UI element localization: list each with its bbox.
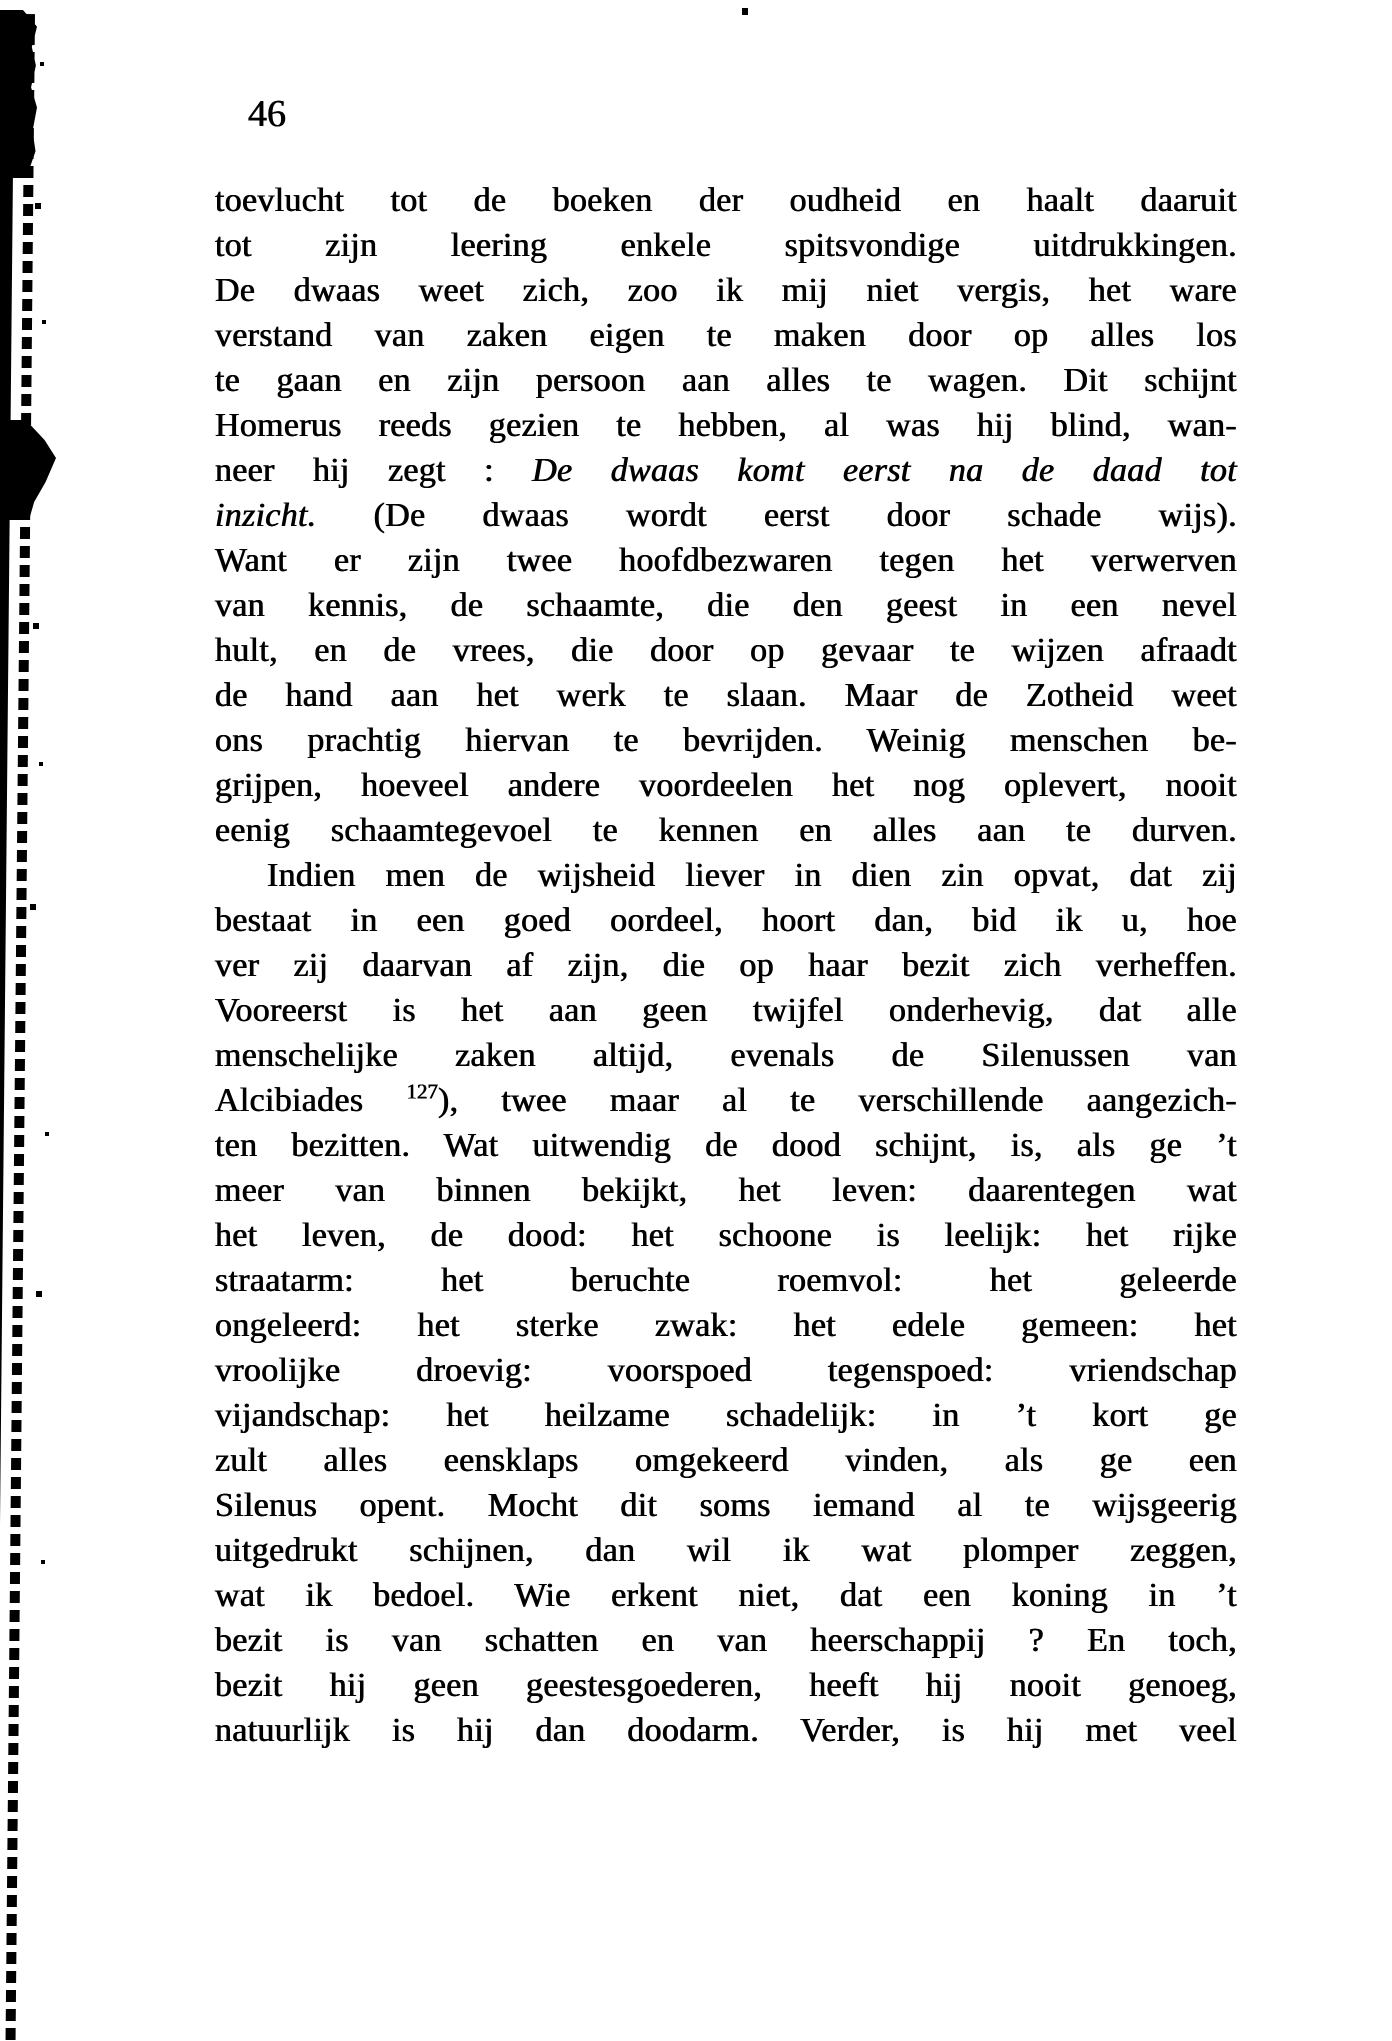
text-segment: (De dwaas wordt eerst door schade wijs). [316, 497, 1237, 534]
text-segment: ver zij daarvan af zijn, die op haar bezit zich verheffen. [215, 947, 1237, 984]
text-line [215, 988, 1237, 1033]
text-line [215, 1573, 1237, 1618]
text-segment: toevlucht tot de boeken der oudheid en haalt daaruit [215, 182, 1237, 219]
text-line [215, 493, 1237, 538]
text-segment: vroolijke droevig: voorspoed tegenspoed: vriendschap [215, 1352, 1237, 1389]
text-line [215, 853, 1237, 898]
text-segment: meer van binnen bekijkt, het leven: daarentegen wat [215, 1172, 1237, 1209]
text-line [215, 1483, 1237, 1528]
text-segment: bezit hij geen geestesgoederen, heeft hij nooit genoeg, [215, 1667, 1237, 1704]
text-line [215, 898, 1237, 943]
text-segment: De dwaas weet zich, zoo ik mij niet vergis, het ware [215, 272, 1237, 309]
text-line [215, 1258, 1237, 1303]
text-line [215, 448, 1237, 493]
text-segment: te gaan en zijn persoon aan alles te wagen. Dit schijnt [215, 362, 1237, 399]
text-line [215, 1303, 1237, 1348]
text-segment: straatarm: het beruchte roemvol: het geleerde [215, 1262, 1237, 1299]
page-text [215, 178, 1237, 1753]
text-segment: wat ik bedoel. Wie erkent niet, dat een koning in ’t [215, 1577, 1237, 1614]
text-line [215, 628, 1237, 673]
text-segment: De dwaas komt eerst na de daad tot [532, 452, 1237, 489]
scan-artifact-specks [0, 0, 4, 4]
text-segment: van kennis, de schaamte, die den geest in een nevel [215, 587, 1237, 624]
text-line [215, 178, 1237, 223]
page-number: 46 [248, 93, 286, 135]
text-segment: het leven, de dood: het schoone is leelijk: het rijke [215, 1217, 1237, 1254]
text-line [215, 1168, 1237, 1213]
text-line [215, 1033, 1237, 1078]
text-line [215, 1528, 1237, 1573]
scan-artifact-dot [742, 8, 748, 15]
text-line [215, 1393, 1237, 1438]
text-segment: ongeleerd: het sterke zwak: het edele gemeen: het [215, 1307, 1237, 1344]
text-line [215, 1618, 1237, 1663]
text-line [215, 1348, 1237, 1393]
text-segment: natuurlijk is hij dan doodarm. Verder, is hij met veel [215, 1712, 1237, 1749]
text-segment: zult alles eensklaps omgekeerd vinden, als ge een [215, 1442, 1237, 1479]
text-segment: Indien men de wijsheid liever in dien zin opvat, dat zij [267, 857, 1237, 894]
text-line [215, 718, 1237, 763]
text-segment: eenig schaamtegevoel te kennen en alles aan te durven. [215, 812, 1237, 849]
text-segment: bestaat in een goed oordeel, hoort dan, bid ik u, hoe [215, 902, 1237, 939]
text-segment: grijpen, hoeveel andere voordeelen het nog oplevert, nooit [215, 767, 1237, 804]
text-line [215, 673, 1237, 718]
text-line [215, 1663, 1237, 1708]
text-line [215, 358, 1237, 403]
text-line [215, 1708, 1237, 1753]
text-line [215, 1123, 1237, 1168]
text-segment: Want er zijn twee hoofdbezwaren tegen het verwerven [215, 542, 1237, 579]
text-segment: verstand van zaken eigen te maken door op alles los [215, 317, 1237, 354]
text-segment: menschelijke zaken altijd, evenals de Silenussen van [215, 1037, 1237, 1074]
text-line [215, 223, 1237, 268]
text-segment: uitgedrukt schijnen, dan wil ik wat plomper zeggen, [215, 1532, 1237, 1569]
text-line [215, 403, 1237, 448]
text-line [215, 1078, 1237, 1123]
text-line [215, 808, 1237, 853]
text-line [215, 1438, 1237, 1483]
text-line [215, 1213, 1237, 1258]
text-line [215, 763, 1237, 808]
text-segment: Alcibiades [215, 1082, 407, 1119]
scan-artifact-gutter-bulge [4, 420, 56, 520]
text-line [215, 583, 1237, 628]
text-segment: Homerus reeds gezien te hebben, al was hij blind, wan- [215, 407, 1237, 444]
text-segment: Vooreerst is het aan geen twijfel onderhevig, dat alle [215, 992, 1237, 1029]
text-line [215, 313, 1237, 358]
text-segment: tot zijn leering enkele spitsvondige uitdrukkingen. [215, 227, 1237, 264]
footnote-ref: 127 [406, 1079, 438, 1104]
text-segment: neer hij zegt : [215, 452, 533, 489]
text-line [215, 268, 1237, 313]
text-segment: vijandschap: het heilzame schadelijk: in ’t kort ge [215, 1397, 1237, 1434]
text-segment: ons prachtig hiervan te bevrijden. Weinig menschen be- [215, 722, 1237, 759]
text-line [215, 943, 1237, 988]
text-segment: ), twee maar al te verschillende aangezich- [437, 1082, 1237, 1119]
text-segment: de hand aan het werk te slaan. Maar de Zotheid weet [215, 677, 1237, 714]
text-segment: bezit is van schatten en van heerschappij ? En toch, [215, 1622, 1237, 1659]
text-segment: hult, en de vrees, die door op gevaar te wijzen afraadt [215, 632, 1237, 669]
text-segment: inzicht. [215, 497, 317, 534]
text-segment: ten bezitten. Wat uitwendig de dood schijnt, is, als ge ’t [215, 1127, 1237, 1164]
text-line [215, 538, 1237, 583]
text-segment: Silenus opent. Mocht dit soms iemand al te wijsgeerig [215, 1487, 1237, 1524]
